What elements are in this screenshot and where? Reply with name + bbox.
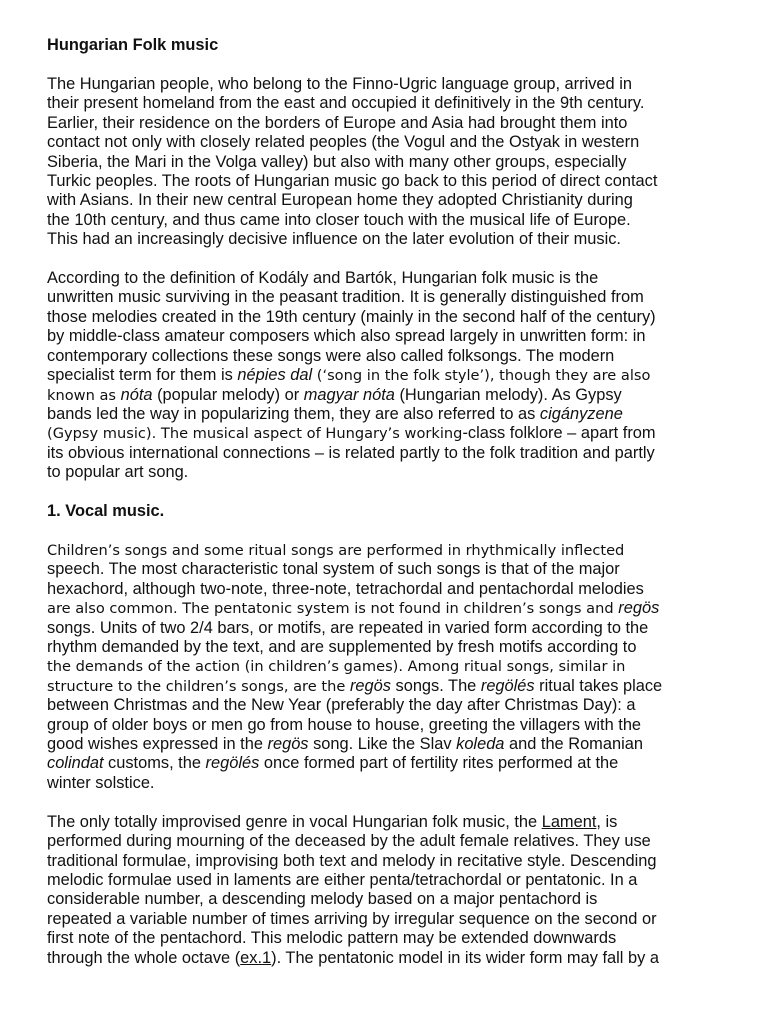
text-run: ). The pentatonic model in its wider form may fall by a xyxy=(271,948,659,967)
text-line: Children’s songs and some ritual songs are performed in rhythmically inflected xyxy=(47,541,625,559)
text-line xyxy=(47,405,737,424)
text-line xyxy=(47,754,737,773)
italic-term: regös xyxy=(349,676,391,695)
text-line: with Asians. In their new central European home they adopted Christianity during xyxy=(47,191,633,210)
example-link[interactable]: ex.1 xyxy=(240,948,272,967)
text-run: good wishes expressed in the xyxy=(47,735,268,753)
text-run: specialist term for them is xyxy=(47,366,238,385)
italic-term: cigányzene xyxy=(539,404,623,423)
vocal-paragraph xyxy=(47,541,737,793)
italic-term: népies dal xyxy=(237,366,313,385)
text-line: by middle-class amateur composers which also spread largely in unwritten form: in xyxy=(47,327,646,346)
text-line: Earlier, their residence on the borders of Europe and Asia had brought them into xyxy=(47,113,628,132)
italic-term: regös xyxy=(618,599,660,618)
italic-term: regös xyxy=(267,735,309,753)
text-line: their present homeland from the east and occupied it definitively in the 9th century. xyxy=(47,94,645,113)
text-line: traditional formulae, improvising both text and melody in recitative style. Descending xyxy=(47,851,657,870)
text-line: to popular art song. xyxy=(47,463,189,482)
italic-term: koleda xyxy=(456,735,505,753)
text-run: (Gypsy music). The musical aspect of Hungary’s working xyxy=(47,425,463,443)
document-title: Hungarian Folk music xyxy=(47,36,219,54)
lament-link[interactable]: Lament xyxy=(541,812,597,831)
text-line: first note of the pentachord. This melodic pattern may be extended downwards xyxy=(47,929,617,948)
text-line: between Christmas and the New Year (preferably the day after Christmas Day): a xyxy=(47,696,636,715)
text-line: Siberia, the Mari in the Volga valley) but also with many other groups, especially xyxy=(47,152,627,171)
text-line: considerable number, a descending melody based on a major pentachord is xyxy=(47,890,598,909)
text-run: through the whole octave ( xyxy=(47,948,241,967)
intro-paragraph xyxy=(47,75,737,250)
text-line: songs. Units of two 2/4 bars, or motifs, are repeated in varied form according to the xyxy=(47,618,649,637)
text-run: are also common. The pentatonic system is not found in children’s songs and xyxy=(47,600,619,618)
lament-paragraph xyxy=(47,813,737,968)
text-line: This had an increasingly decisive influence on the later evolution of their music. xyxy=(47,230,621,249)
text-line: According to the definition of Kodály and Bartók, Hungarian folk music is the xyxy=(47,269,599,288)
text-line: group of older boys or men go from house to house, greeting the villagers with the xyxy=(47,715,642,734)
text-run: -class folklore – apart from xyxy=(462,424,656,443)
text-line: hexachord, although two-note, three-note, tetrachordal and pentachordal melodies xyxy=(47,579,644,598)
document-page xyxy=(47,36,737,987)
text-line xyxy=(47,949,737,968)
text-run: songs. The xyxy=(390,676,481,695)
text-line: rhythm demanded by the text, and are supplemented by fresh motifs according to xyxy=(47,637,637,656)
text-line: its obvious international connections – is related partly to the folk tradition and partly xyxy=(47,443,655,462)
text-line: Turkic peoples. The roots of Hungarian music go back to this period of direct contact xyxy=(47,171,658,190)
italic-term: colindat xyxy=(47,754,104,773)
italic-term: magyar nóta xyxy=(303,385,395,404)
text-line: unwritten music surviving in the peasant tradition. It is generally distinguished from xyxy=(47,288,644,307)
section-heading: 1. Vocal music. xyxy=(47,502,165,521)
text-line xyxy=(47,386,737,405)
text-run: (Hungarian melody). As Gypsy xyxy=(394,385,622,404)
text-line xyxy=(47,677,737,696)
text-line: repeated a variable number of times arriving by irregular sequence on the second or xyxy=(47,909,657,928)
text-run: (popular melody) or xyxy=(152,385,304,404)
text-line: performed during mourning of the deceased by the adult female relatives. They use xyxy=(47,832,651,851)
text-line: The Hungarian people, who belong to the Finno-Ugric language group, arrived in xyxy=(47,74,632,93)
italic-term: regölés xyxy=(205,754,260,773)
text-run: customs, the xyxy=(103,754,206,773)
text-line: those melodies created in the 19th century (mainly in the second half of the century) xyxy=(47,307,656,326)
text-run: ritual takes place xyxy=(534,676,663,695)
italic-term: regölés xyxy=(480,676,535,695)
text-line: melodic formulae used in laments are either penta/tetrachordal or pentatonic. In a xyxy=(47,870,638,889)
text-line xyxy=(47,813,737,832)
definition-paragraph xyxy=(47,269,737,482)
text-run: The only totally improvised genre in vocal Hungarian folk music, the xyxy=(47,812,542,831)
text-line: speech. The most characteristic tonal system of such songs is that of the major xyxy=(47,560,620,579)
text-line: contemporary collections these songs were also called folksongs. The modern xyxy=(47,346,615,365)
text-run: known as xyxy=(47,386,121,404)
text-line xyxy=(47,735,737,754)
text-line: contact not only with closely related peoples (the Vogul and the Ostyak in western xyxy=(47,133,640,152)
text-run: , is xyxy=(596,812,618,831)
text-run: song. Like the Slav xyxy=(308,735,457,753)
text-line: the 10th century, and thus came into closer touch with the musical life of Europe. xyxy=(47,210,631,229)
text-run: bands led the way in popularizing them, they are also referred to as xyxy=(47,404,540,423)
italic-term: nóta xyxy=(120,385,153,404)
text-line: winter solstice. xyxy=(47,773,155,792)
text-run: once formed part of fertility rites performed at the xyxy=(259,754,619,773)
text-run: (‘song in the folk style’), though they are also xyxy=(312,367,651,385)
text-line xyxy=(47,599,737,618)
text-run: structure to the children’s songs, are the xyxy=(47,677,350,695)
text-line xyxy=(47,424,737,443)
text-run: and the Romanian xyxy=(504,735,643,753)
text-line xyxy=(47,366,737,385)
text-line: the demands of the action (in children’s games). Among ritual songs, similar in xyxy=(47,658,626,676)
